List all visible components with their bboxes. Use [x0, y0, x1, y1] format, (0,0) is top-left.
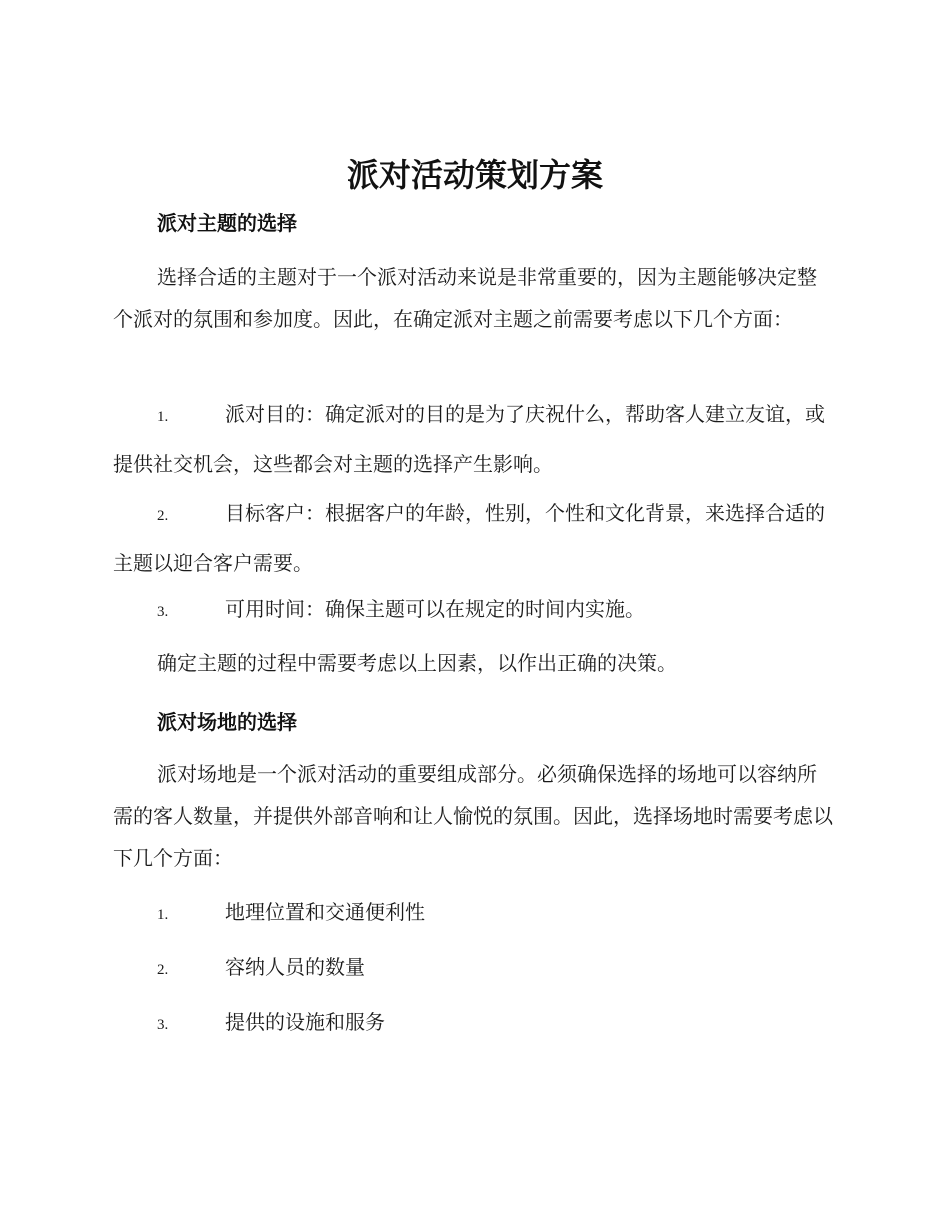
- list-item: [113, 944, 833, 994]
- list-text: 提供的设施和服务: [225, 1010, 385, 1034]
- list-text: 地理位置和交通便利性: [225, 900, 425, 924]
- list-item: [113, 889, 833, 939]
- list-item: [113, 391, 833, 488]
- list-number: 3.: [157, 604, 169, 620]
- list-number: 3.: [157, 1017, 169, 1033]
- list-text: 派对目的：确定派对的目的是为了庆祝什么，帮助客人建立友谊，或提供社交机会，这些都会对主题的选择产生影响。: [113, 402, 825, 476]
- list-text: 可用时间：确保主题可以在规定的时间内实施。: [225, 597, 645, 621]
- list-number: 2.: [157, 508, 169, 524]
- list-number: 1.: [157, 409, 169, 425]
- paragraph-venue-intro: 派对场地是一个派对活动的重要组成部分。必须确保选择的场地可以容纳所需的客人数量，并提供外部音响和让人愉悦的氛围。因此，选择场地时需要考虑以下几个方面：: [113, 762, 833, 870]
- section-heading-theme: 派对主题的选择: [157, 211, 297, 235]
- list-item: [113, 586, 833, 636]
- paragraph-theme-conclusion: 确定主题的过程中需要考虑以上因素，以作出正确的决策。: [157, 651, 677, 675]
- paragraph-theme-intro: 选择合适的主题对于一个派对活动来说是非常重要的，因为主题能够决定整个派对的氛围和参加度。因此，在确定派对主题之前需要考虑以下几个方面：: [113, 265, 817, 331]
- list-text: 目标客户：根据客户的年龄，性别，个性和文化背景，来选择合适的主题以迎合客户需要。: [113, 501, 825, 575]
- list-number: 2.: [157, 962, 169, 978]
- list-text: 容纳人员的数量: [225, 955, 365, 979]
- list-number: 1.: [157, 907, 169, 923]
- list-item: [113, 999, 833, 1049]
- list-item: [113, 490, 833, 587]
- section-heading-venue: 派对场地的选择: [157, 710, 297, 734]
- document-title: 派对活动策划方案: [346, 156, 603, 194]
